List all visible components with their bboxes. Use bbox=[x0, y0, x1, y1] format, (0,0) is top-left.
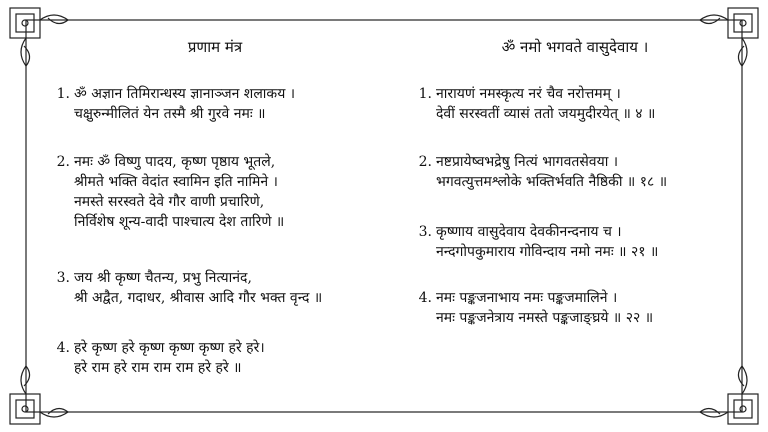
verse-line: नारायणं नमस्कृत्य नरं चैव नरोत्तमम् । bbox=[436, 86, 621, 102]
left-verse-1 bbox=[48, 84, 295, 124]
verse-number: 3. bbox=[56, 270, 70, 286]
left-verse-3 bbox=[48, 268, 322, 308]
verse-line: चक्षुरुन्मीलितं येन तस्मै श्री गुरवे नमः ॥ bbox=[74, 106, 266, 122]
verse-line: श्रीमते भक्ति वेदांत स्वामिन इति नामिने । bbox=[74, 174, 278, 190]
verse-line: हरे राम हरे राम राम राम हरे हरे ॥ bbox=[74, 360, 242, 376]
verse-line: नमः ॐ विष्णु पादय, कृष्ण पृष्ठाय भूतले, bbox=[74, 154, 276, 170]
verse-number: 2. bbox=[56, 154, 70, 170]
right-verse-2 bbox=[410, 152, 667, 192]
verse-line: भगवत्युत्तमश्लोके भक्तिर्भवति नैष्ठिकी ॥ १८ ॥ bbox=[436, 174, 668, 190]
verse-number: 2. bbox=[418, 154, 432, 170]
right-verse-1 bbox=[410, 84, 655, 124]
corner-ornament-bottom-right bbox=[700, 366, 758, 424]
right-verse-3 bbox=[410, 222, 658, 262]
verse-number: 1. bbox=[418, 86, 432, 102]
verse-number: 1. bbox=[56, 86, 70, 102]
verse-number: 3. bbox=[418, 224, 432, 240]
right-heading: ॐ नमो भगवते वासुदेवाय । bbox=[501, 38, 649, 56]
verse-line: हरे कृष्ण हरे कृष्ण कृष्ण कृष्ण हरे हरे। bbox=[74, 340, 265, 356]
left-verse-2 bbox=[48, 152, 284, 232]
left-heading: प्रणाम मंत्र bbox=[187, 38, 243, 56]
verse-line: नमः पङ्कजनेत्राय नमस्ते पङ्कजाङ्घ्रये ॥ २२ ॥ bbox=[436, 310, 654, 326]
verse-line: नमस्ते सरस्वते देवे गौर वाणी प्रचारिणे, bbox=[74, 194, 265, 210]
verse-line: जय श्री कृष्ण चैतन्य, प्रभु नित्यानंद, bbox=[74, 270, 252, 286]
verse-number: 4. bbox=[56, 340, 70, 356]
verse-line: कृष्णाय वासुदेवाय देवकीनन्दनाय च । bbox=[436, 224, 622, 240]
verse-line: देवीं सरस्वतीं व्यासं ततो जयमुदीरयेत् ॥ ४ ॥ bbox=[436, 106, 656, 122]
verse-line: श्री अद्वैत, गदाधर, श्रीवास आदि गौर भक्त वृन्द ॥ bbox=[74, 290, 323, 306]
verse-line: नमः पङ्कजनाभाय नमः पङ्कजमालिने । bbox=[436, 290, 618, 306]
verse-number: 4. bbox=[418, 290, 432, 306]
right-verse-4 bbox=[410, 288, 653, 328]
left-verse-4 bbox=[48, 338, 265, 378]
verse-line: निर्विशेष शून्य-वादी पाश्चात्य देश तारिणे ॥ bbox=[74, 214, 285, 230]
verse-line: ॐ अज्ञान तिमिरान्धस्य ज्ञानाञ्जन शलाकय । bbox=[74, 86, 296, 102]
verse-line: नन्दगोपकुमाराय गोविन्दाय नमो नमः ॥ २१ ॥ bbox=[436, 244, 659, 260]
verse-line: नष्टप्रायेष्वभद्रेषु नित्यं भागवतसेवया । bbox=[436, 154, 619, 170]
